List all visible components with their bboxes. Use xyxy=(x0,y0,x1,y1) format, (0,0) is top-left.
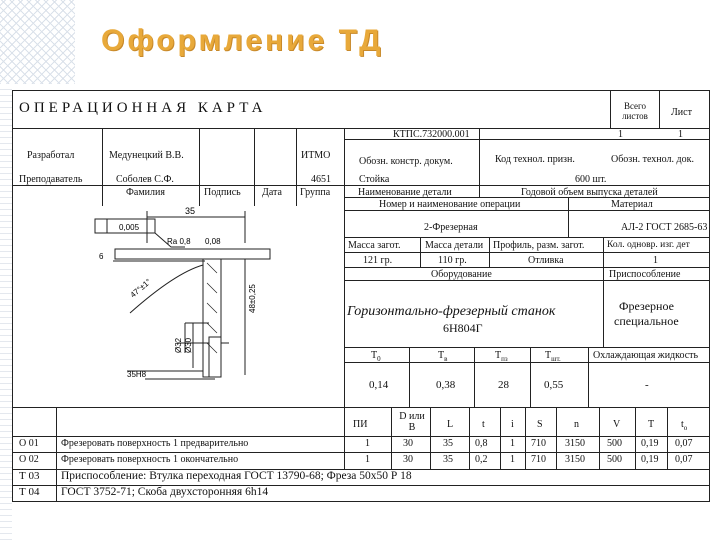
coolant-value: - xyxy=(645,379,649,391)
equipment-value-line-2: 6Н804Г xyxy=(443,321,483,335)
col-L: L xyxy=(447,419,454,430)
teacher-name: Соболев С.Ф. xyxy=(116,174,174,185)
row-2-V: 500 xyxy=(607,454,622,465)
angle: 47°±1° xyxy=(128,277,153,300)
design-doc-label: Обозн. констр. докум. xyxy=(359,156,453,167)
fixture-value-line-1: Фрезерное xyxy=(619,299,674,313)
equipment-value-line-1: Горизонтально-фрезерный станок xyxy=(347,304,556,319)
col-date: Дата xyxy=(262,187,282,198)
profile-value: Отливка xyxy=(528,255,564,266)
op-label: Номер и наименование операции xyxy=(379,199,521,210)
col-S: S xyxy=(537,419,543,430)
profile-label: Профиль, разм. загот. xyxy=(493,240,585,251)
parts-count-value: 1 xyxy=(653,255,658,266)
row-2-L: 35 xyxy=(443,454,453,465)
dim-6: 6 xyxy=(99,252,104,261)
row-2-t0: 0,07 xyxy=(675,454,693,465)
operation-card xyxy=(12,90,710,502)
university: ИТМО xyxy=(301,150,331,161)
developer-name: Медунецкий В.В. xyxy=(109,150,184,161)
row-1-t: 0,8 xyxy=(475,438,488,449)
row-1-S: 710 xyxy=(531,438,546,449)
fixture-value-line-2: специальное xyxy=(614,314,679,328)
fixture-label: Приспособление xyxy=(609,269,681,280)
row-2-S: 710 xyxy=(531,454,546,465)
row-1-n: 3150 xyxy=(565,438,585,449)
row-4-code: Т 04 xyxy=(19,486,40,498)
row-3-code: Т 03 xyxy=(19,470,40,482)
roughness: Ra 0,8 xyxy=(167,237,191,246)
col-V: V xyxy=(613,419,621,430)
row-2-t: 0,2 xyxy=(475,454,488,465)
group: 4651 xyxy=(311,174,331,185)
col-d-or-b: D или В xyxy=(399,411,425,433)
parts-count-label: Кол. одновр. изг. дет xyxy=(607,240,690,250)
row-2-text: Фрезеровать поверхность 1 окончательно xyxy=(61,454,239,465)
time-value-3: 28 xyxy=(498,379,509,391)
slide-title: Оформление ТД xyxy=(101,24,384,57)
part-mass-label: Масса детали xyxy=(425,240,484,251)
row-4-text: ГОСТ 3752-71; Скоба двухсторонняя 6h14 xyxy=(61,486,269,498)
annual-volume-label: Годовой объем выпуска деталей xyxy=(521,187,658,198)
time-label-1: $Т_0$ xyxy=(371,350,381,363)
material-value: АЛ-2 ГОСТ 2685-63 xyxy=(621,222,708,233)
row-1-text: Фрезеровать поверхность 1 предварительно xyxy=(61,438,249,449)
total-sheets-value: 1 xyxy=(618,129,623,140)
time-value-2: 0,38 xyxy=(436,379,456,391)
row-1-i: 1 xyxy=(510,438,515,449)
blank-mass-label: Масса загот. xyxy=(348,240,401,251)
col-signature: Подпись xyxy=(204,187,241,198)
row-2-n: 3150 xyxy=(565,454,585,465)
annual-volume-value: 600 шт. xyxy=(575,174,607,185)
time-label-3: $Т_{пз}$ xyxy=(495,350,508,363)
row-1-t0: 0,07 xyxy=(675,438,693,449)
dim-d1: Ø32 xyxy=(174,337,183,353)
tol-2: 0,08 xyxy=(205,237,221,246)
col-n: n xyxy=(574,419,579,430)
blank-mass-value: 121 гр. xyxy=(363,255,393,266)
col-T: Т xyxy=(648,419,655,430)
developer-role: Разработал xyxy=(27,150,75,161)
row-1-L: 35 xyxy=(443,438,453,449)
tech-code-label: Код технол. призн. xyxy=(495,154,575,165)
op-value: 2-Фрезерная xyxy=(424,222,478,233)
part-name-label: Наименование детали xyxy=(358,187,452,198)
decor-pattern xyxy=(0,0,75,84)
time-label-4: $Т_{шт.}$ xyxy=(545,350,561,363)
row-2-d: 30 xyxy=(403,454,413,465)
dim-d2: Ø30 xyxy=(184,337,193,353)
time-value-1: 0,14 xyxy=(369,379,389,391)
row-3-text: Приспособление: Втулка переходная ГОСТ 13790-68; Фреза 50х50 Р 18 xyxy=(61,470,412,482)
equipment-label: Оборудование xyxy=(431,269,492,280)
col-pi: ПИ xyxy=(353,419,368,430)
col-group: Группа xyxy=(300,187,331,198)
tol-1: 0,005 xyxy=(119,223,140,232)
col-t: t xyxy=(482,419,485,430)
teacher-role: Преподаватель xyxy=(19,174,83,185)
col-i: i xyxy=(511,419,514,430)
decor-stripe xyxy=(0,84,12,540)
dim-35: 35 xyxy=(185,206,196,216)
row-1-code: О 01 xyxy=(19,438,39,449)
row-2-i: 1 xyxy=(510,454,515,465)
total-sheets-label: Всего листов xyxy=(622,101,648,121)
row-2-code: О 02 xyxy=(19,454,39,465)
material-label: Материал xyxy=(611,199,653,210)
time-label-2: $Т_в$ xyxy=(438,350,448,363)
row-1-d: 30 xyxy=(403,438,413,449)
part-sketch xyxy=(85,203,335,393)
part-mass-value: 110 гр. xyxy=(438,255,467,266)
coolant-label: Охлаждающая жидкость xyxy=(593,350,699,361)
card-title: ОПЕРАЦИОННАЯ КАРТА xyxy=(19,100,267,116)
col-t0: $t_о$ xyxy=(681,419,688,432)
tech-doc-label: Обозн. технол. док. xyxy=(611,154,694,165)
doc-code: КТПС.732000.001 xyxy=(393,129,470,140)
sheet-label: Лист xyxy=(671,107,692,118)
row-2-T: 0,19 xyxy=(641,454,659,465)
dim-vertical: 48±0,25 xyxy=(248,284,257,313)
part-value: Стойка xyxy=(359,174,390,185)
col-surname: Фамилия xyxy=(126,187,165,198)
sheet-value: 1 xyxy=(678,129,683,140)
row-1-V: 500 xyxy=(607,438,622,449)
time-value-4: 0,55 xyxy=(544,379,564,391)
row-2-pi: 1 xyxy=(365,454,370,465)
dim-base: 35Н8 xyxy=(127,370,147,379)
row-1-T: 0,19 xyxy=(641,438,659,449)
row-1-pi: 1 xyxy=(365,438,370,449)
